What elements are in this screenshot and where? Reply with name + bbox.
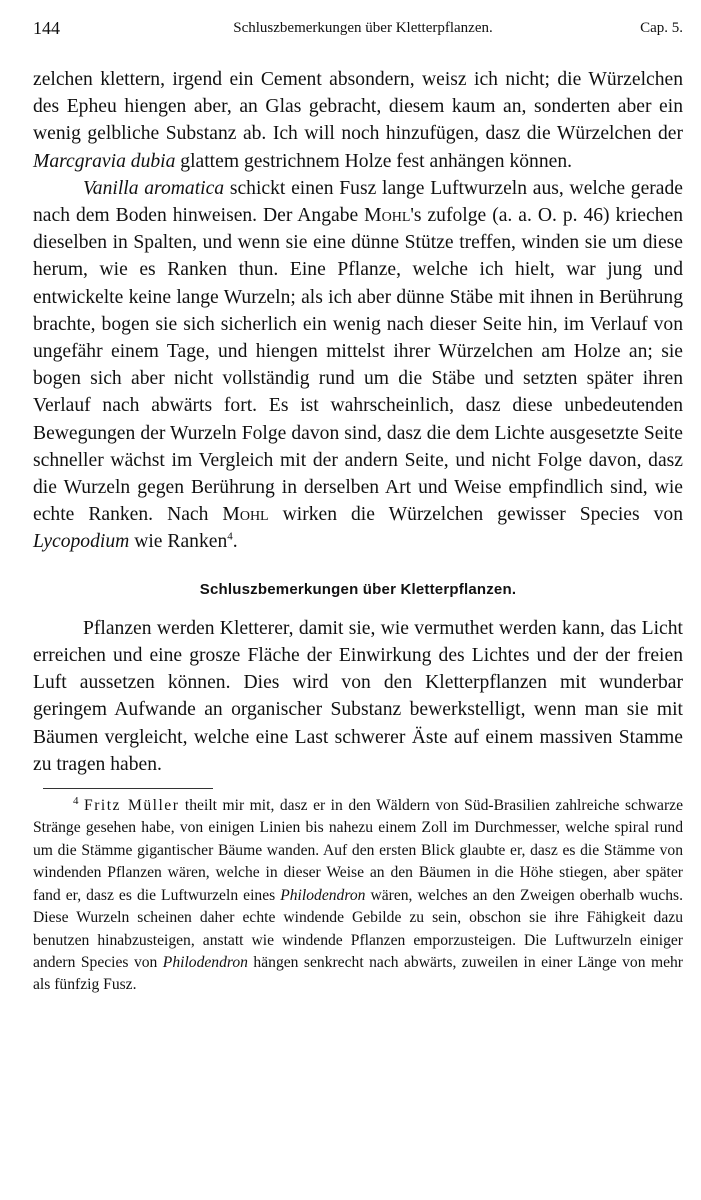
page-number: 144 (33, 18, 60, 38)
species-name: Vanilla aromatica (83, 177, 225, 199)
chapter-label: Cap. 5. (640, 20, 683, 36)
book-page (33, 18, 683, 997)
author-name: Mohl (364, 205, 411, 227)
species-name: Philodendron (280, 886, 366, 904)
footnote-reference[interactable]: 4 (227, 530, 233, 543)
paragraph-vanilla (33, 175, 683, 556)
species-name: Philodendron (162, 953, 248, 971)
species-name: Lycopodium (33, 531, 130, 553)
text-run: wie Ranken (129, 531, 228, 553)
text-run: zelchen klettern, irgend ein Cement absondern, weisz ich nicht; die Würzelchen des Epheu hiengen aber, an Glas gebracht, diesem kaum an, sonderten aber ein wenig gelbliche Substanz ab. Ich will noch hinzufügen, dasz die Würzelchen der (33, 69, 683, 145)
running-title: Schluszbemerkungen über Kletterpflanzen. (233, 20, 493, 36)
text-run: glattem gestrichnem Holze fest anhängen können. (175, 150, 573, 172)
person-name: Fritz Müller (84, 797, 180, 815)
text-run: wirken die Würzelchen gewisser Species von (268, 504, 683, 526)
text-run: theilt mir mit, dasz er in den Wäldern von Süd-Brasilien zahlreiche schwarze Stränge gesehen habe, von einigen Linien bis nahezu einem Zoll im Durchmesser, welche spiral rund um die Stämme gigantischer Bäume wanden. Auf den ersten Blick glaubte er, dasz es die Stämme von windenden Pflanzen wären, welche in dieser Weise an den Bäumen in die Höhe stiegen, aber später fand er, dasz es die Luftwurzeln eines (33, 797, 683, 904)
page-header (33, 18, 683, 46)
text-run: . (232, 531, 238, 553)
species-name: Marcgravia dubia (33, 150, 176, 172)
main-text (33, 66, 683, 997)
paragraph-continued (33, 66, 683, 175)
footnote-mark: 4 (73, 794, 79, 807)
footnote-divider (43, 788, 213, 789)
text-run: 's zufolge (a. a. O. p. 46) kriechen dieselben in Spalten, und wenn sie eine dünne Stütze treffen, winden sie um diese herum, wie es Ranken thun. Eine Pflanze, welche ich hielt, war jung und entwickelte keine lange Wurzeln; als ich aber dünne Stäbe mit ihnen in Berührung brachte, bogen sie sich sicherlich ein wenig nach dieser Seite hin, im Verlauf von ungefähr einem Tage, und hiengen mittelst ihrer Würzelchen am Holze an; sie bogen sich aber nicht vollständig rund um die Stäbe und setzten später ihren Verlauf nach abwärts fort. Es ist wahrscheinlich, dasz diese unbedeutenden Bewegungen der Wurzeln Folge davon sind, dasz die dem Lichte ausgesetzte Seite schneller wächst im Vergleich mit der andern Seite, und nicht Folge davon, dasz die Wurzeln gegen Berührung in derselben Art und Weise empfindlich sind, wie echte Ranken. Nach (33, 205, 683, 526)
text-run: schickt einen Fusz lange Luftwurzeln aus, welche gerade nach dem Boden hinweisen. Der Angabe (33, 177, 683, 227)
paragraph-conclusion: Pflanzen werden Kletterer, damit sie, wie vermuthet werden kann, das Licht erreichen und eine grosze Fläche der Einwirkung des Lichtes und der der freien Luft aussetzen können. Dies wird von den Kletterpflanzen mit wunderbar geringem Aufwande an organischer Substanz bewerkstelligt, wenn man sie mit Bäumen vergleicht, welche eine Last schwerer Äste auf einem massiven Stamme zu tragen haben. (33, 617, 683, 775)
section-heading: Schluszbemerkungen über Kletterpflanzen. (199, 580, 517, 598)
footnote (33, 795, 683, 997)
text-run: wären, welches an den Zweigen oberhalb wuchs. Diese Wurzeln scheinen daher echte windende Gebilde zu sein, obschon sie ihre Fähigkeit dazu benutzen hinabzusteigen, anstatt wie windende Pflanzen emporzusteigen. Die Luftwurzeln einiger andern Species von (33, 886, 683, 971)
text-run: hängen senkrecht nach abwärts, zuweilen in einer Länge von mehr als fünfzig Fusz. (33, 953, 684, 994)
author-name: Mohl (222, 504, 269, 526)
